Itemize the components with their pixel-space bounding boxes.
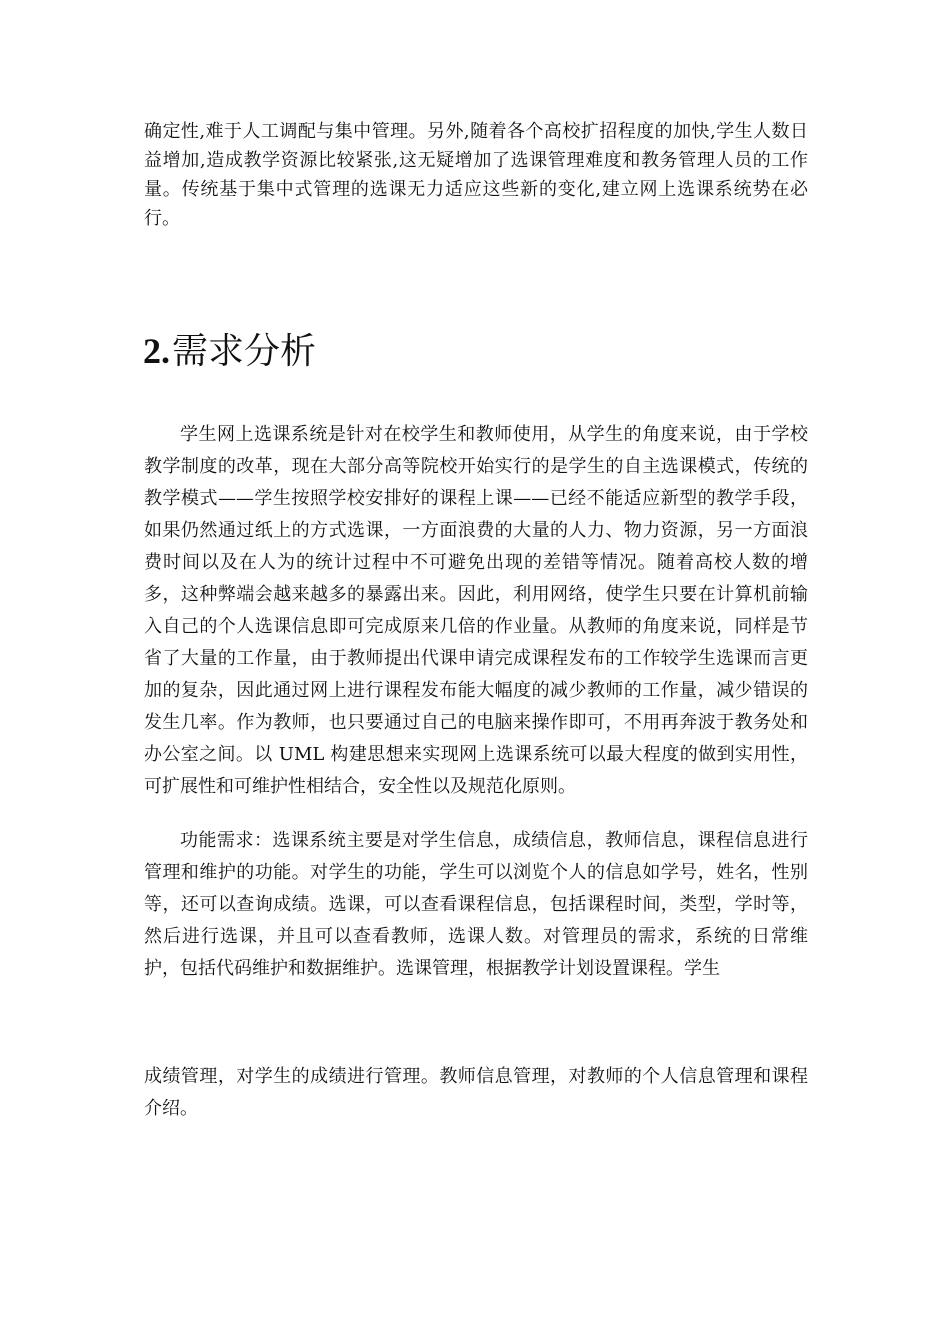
paragraph-intro-continued: 确定性,难于人工调配与集中管理。另外,随着各个高校扩招程度的加快,学生人数日益增加,造成教学资源比较紧张,这无疑增加了选课管理难度和教务管理人员的工作量。传统基于集中式管理的选课无力适应这些新的变化,建立网上选课系统势在必行。	[144, 121, 808, 229]
section-number: 2.	[143, 331, 170, 371]
paragraph-requirements-analysis: 学生网上选课系统是针对在校学生和教师使用，从学生的角度来说，由于学校教学制度的改革，现在大部分高等院校开始实行的是学生的自主选课模式，传统的教学模式——学生按照学校安排好的课程上课——已经不能适应新型的教学手段，如果仍然通过纸上的方式选课，一方面浪费的大量的人力、物力资源，另一方面浪费时间以及在人为的统计过程中不可避免出现的差错等情况。随着高校人数的增多，这种弊端会越来越多的暴露出来。因此，利用网络，使学生只要在计算机前输入自己的个人选课信息即可完成原来几倍的作业量。从教师的角度来说，同样是节省了大量的工作量，由于教师提出代课申请完成课程发布的工作较学生选课而言更加的复杂，因此通过网上进行课程发布能大幅度的减少教师的工作量，减少错误的发生几率。作为教师，也只要通过自己的电脑来操作即可，不用再奔波于教务处和办公室之间。以 UML 构建思想来实现网上选课系统可以最大程度的做到实用性，可扩展性和可维护性相结合，安全性以及规范化原则。	[144, 424, 808, 797]
paragraph-functional-requirements: 功能需求：选课系统主要是对学生信息，成绩信息，教师信息，课程信息进行管理和维护的功能。对学生的功能，学生可以浏览个人的信息如学号，姓名，性别等，还可以查询成绩。选课，可以查看课程信息，包括课程时间，类型，学时等，然后进行选课，并且可以查看教师，选课人数。对管理员的需求，系统的日常维护，包括代码维护和数据维护。选课管理，根据教学计划设置课程。学生	[144, 830, 808, 979]
paragraph-functional-requirements-continued: 成绩管理，对学生的成绩进行管理。教师信息管理，对教师的个人信息管理和课程介绍。	[144, 1066, 808, 1119]
section-title: 需求分析	[172, 331, 317, 372]
section-heading	[143, 326, 316, 377]
